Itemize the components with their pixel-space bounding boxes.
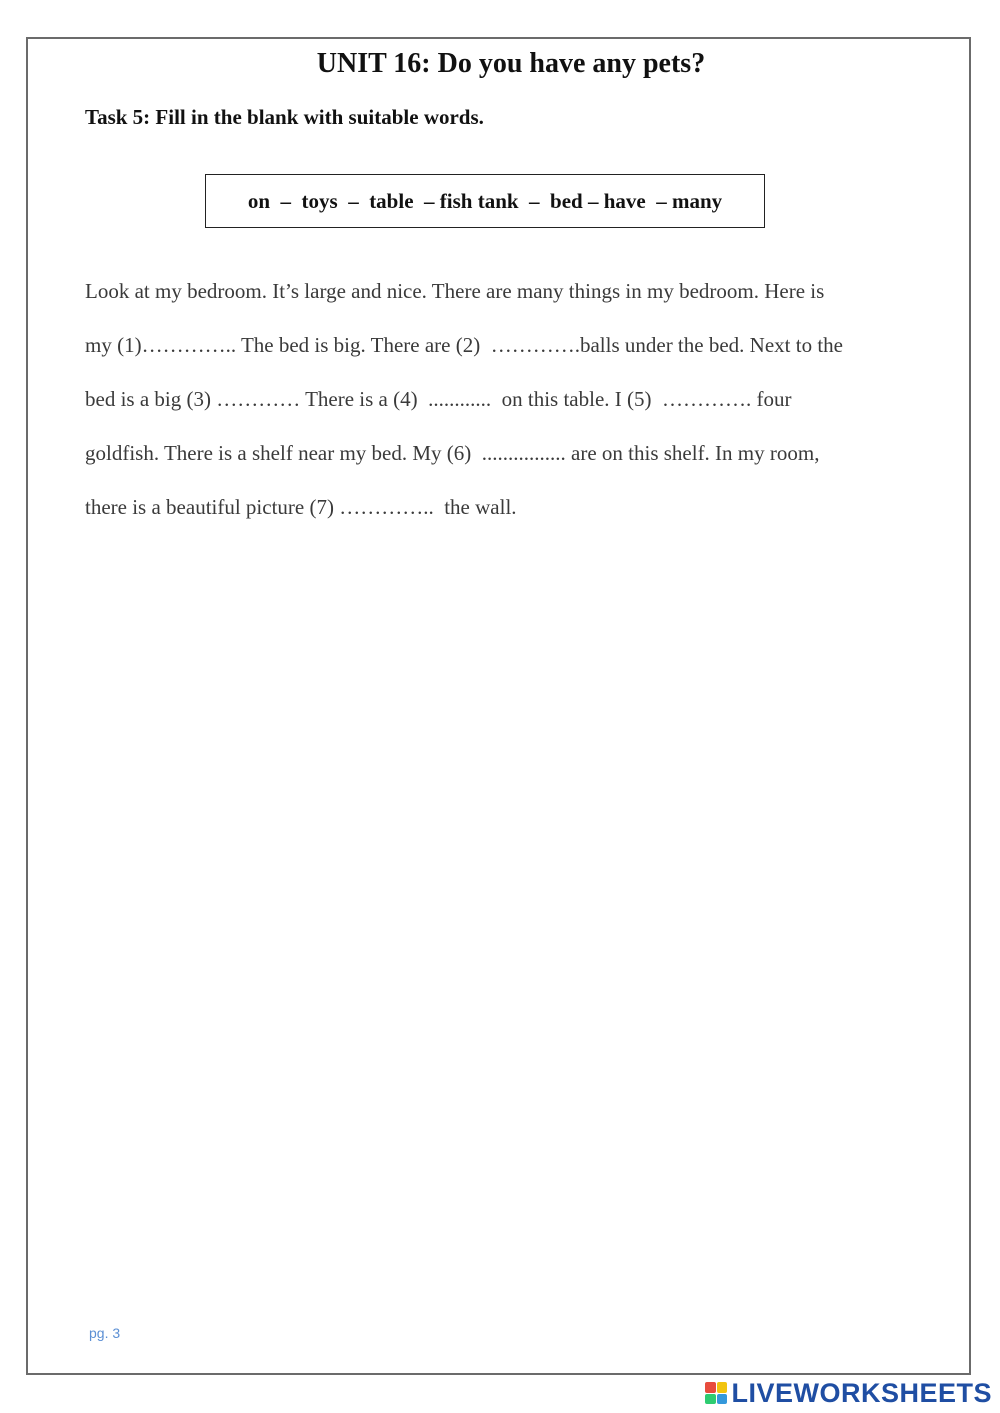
logo-square-green — [705, 1394, 716, 1405]
liveworksheets-brand[interactable] — [705, 1378, 992, 1408]
logo-square-yellow — [717, 1382, 728, 1393]
page-frame — [26, 37, 971, 1375]
paragraph-line: my (1)………….. The bed is big. There are (2) ………….balls under the bed. Next to the — [85, 333, 843, 357]
worksheet-title: UNIT 16: Do you have any pets? — [316, 48, 706, 79]
paragraph-line: there is a beautiful picture (7) ………….. the wall. — [85, 495, 517, 519]
brand-name: LIVEWORKSHEETS — [731, 1377, 992, 1408]
logo-square-red — [705, 1382, 716, 1393]
logo-square-blue — [717, 1394, 728, 1405]
paragraph-line: goldfish. There is a shelf near my bed. My (6) ................ are on this shelf. In my room, — [85, 441, 820, 465]
word-bank: on – toys – table – fish tank – bed – have – many — [205, 174, 765, 228]
paragraph-line: bed is a big (3) ………… There is a (4) ............ on this table. I (5) …………. four — [85, 387, 792, 411]
page-number: pg. 3 — [89, 1325, 121, 1341]
paragraph-line: Look at my bedroom. It’s large and nice. There are many things in my bedroom. Here is — [85, 279, 825, 303]
liveworksheets-logo-icon — [705, 1382, 727, 1404]
fill-in-paragraph — [85, 272, 925, 542]
task-instruction: Task 5: Fill in the blank with suitable words. — [85, 105, 484, 129]
